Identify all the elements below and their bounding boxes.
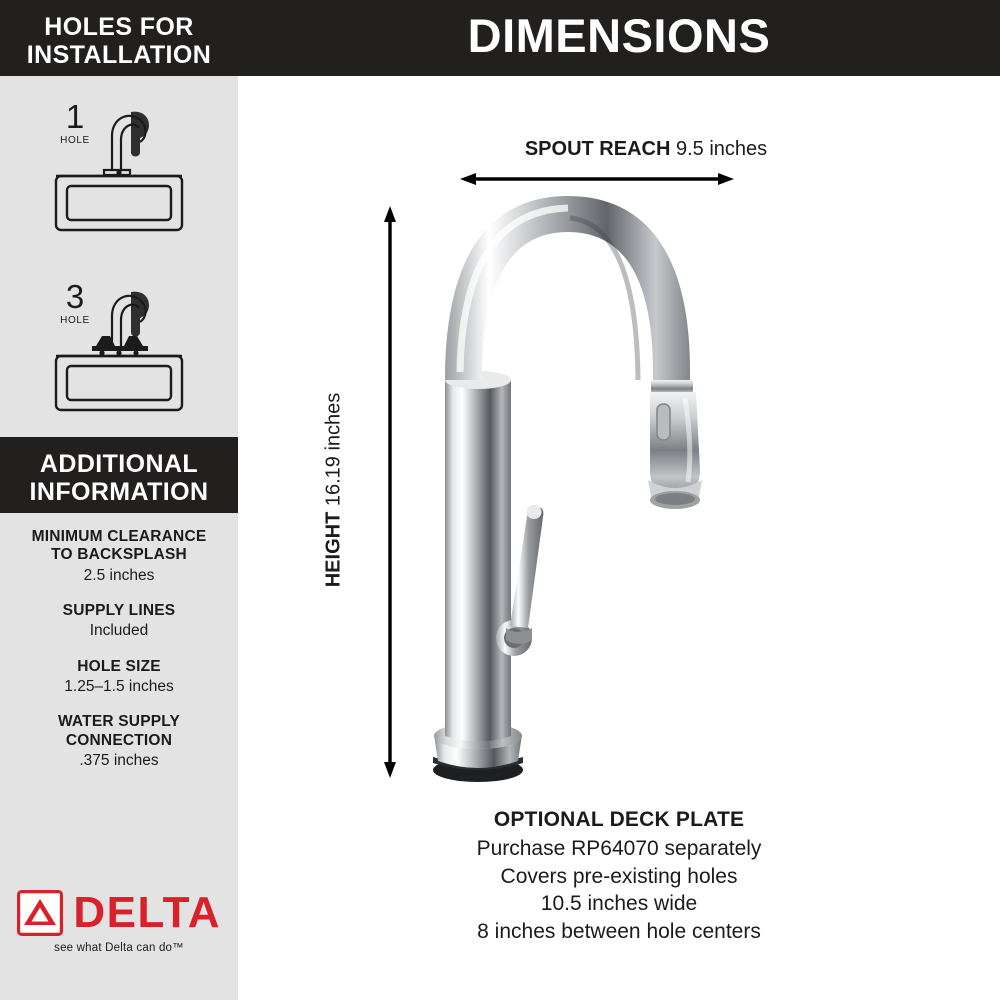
additional-information-list [0,528,238,787]
info-item-water-supply-connection [0,713,238,770]
delta-wordmark: DELTA [73,888,222,937]
hole-option-3 [0,272,238,432]
hole-option-1-count: 1 [65,98,85,135]
height-arrow [384,206,396,778]
info-item-value: .375 inches [79,751,159,769]
info-item-title-line1: MINIMUM CLEARANCE [31,528,207,545]
deck-plate-title: OPTIONAL DECK PLATE [493,808,745,831]
height-value: 16.19 inches [322,392,345,507]
info-item-title-line1: SUPPLY LINES [62,601,176,619]
holes-header-line2: INSTALLATION [26,41,212,69]
delta-tagline: see what Delta can do™ [54,942,184,954]
info-item-hole-size [0,658,238,697]
additional-information-header [0,437,238,513]
delta-triangle-icon [17,890,63,936]
info-item-title-line1: HOLE SIZE [77,657,161,675]
hole-option-3-count-wrap [52,280,98,326]
deck-plate-line-4: 8 inches between hole centers [477,920,761,944]
faucet-dimension-drawing [238,0,1000,820]
hole-option-1 [0,92,238,252]
info-item-value: 2.5 inches [83,566,155,584]
info-item-value: Included [89,622,149,640]
info-item-supply-lines [0,602,238,641]
spout-reach-value: 9.5 inches [675,138,768,160]
deck-plate-line-2: Covers pre-existing holes [500,864,738,888]
info-item-value: 1.25–1.5 inches [64,677,174,695]
height-label-text: HEIGHT [322,511,345,588]
deck-plate-line-3: 10.5 inches wide [540,892,698,916]
spout-reach-arrow [460,173,734,185]
info-header-line2: INFORMATION [29,478,209,506]
info-item-title-line2: CONNECTION [65,731,173,749]
info-header-line1: ADDITIONAL [39,450,199,478]
faucet-illustration [433,196,702,782]
holes-for-installation-header [0,0,238,76]
delta-logo [0,890,238,954]
deck-plate-lines [238,835,1000,946]
spout-reach-label-text: SPOUT REACH [524,138,671,160]
holes-header-line1: HOLES FOR [44,13,194,41]
info-item-title-line1: WATER SUPPLY [57,713,181,731]
info-item-minimum-clearance [0,528,238,585]
hole-option-1-word: HOLE [60,135,90,146]
faucet-single-hole-sink-icon [0,92,238,252]
main-content [238,0,1000,1000]
hole-option-3-count: 3 [65,278,85,315]
optional-deck-plate-block [238,808,1000,946]
deck-plate-line-1: Purchase RP64070 separately [476,837,762,860]
page-title: DIMENSIONS [467,9,771,62]
hole-option-3-word: HOLE [60,315,90,326]
hole-option-1-count-wrap [52,100,98,146]
sidebar [0,0,238,1000]
info-item-title-line2: TO BACKSPLASH [51,546,187,564]
faucet-three-hole-sink-icon [0,272,238,432]
